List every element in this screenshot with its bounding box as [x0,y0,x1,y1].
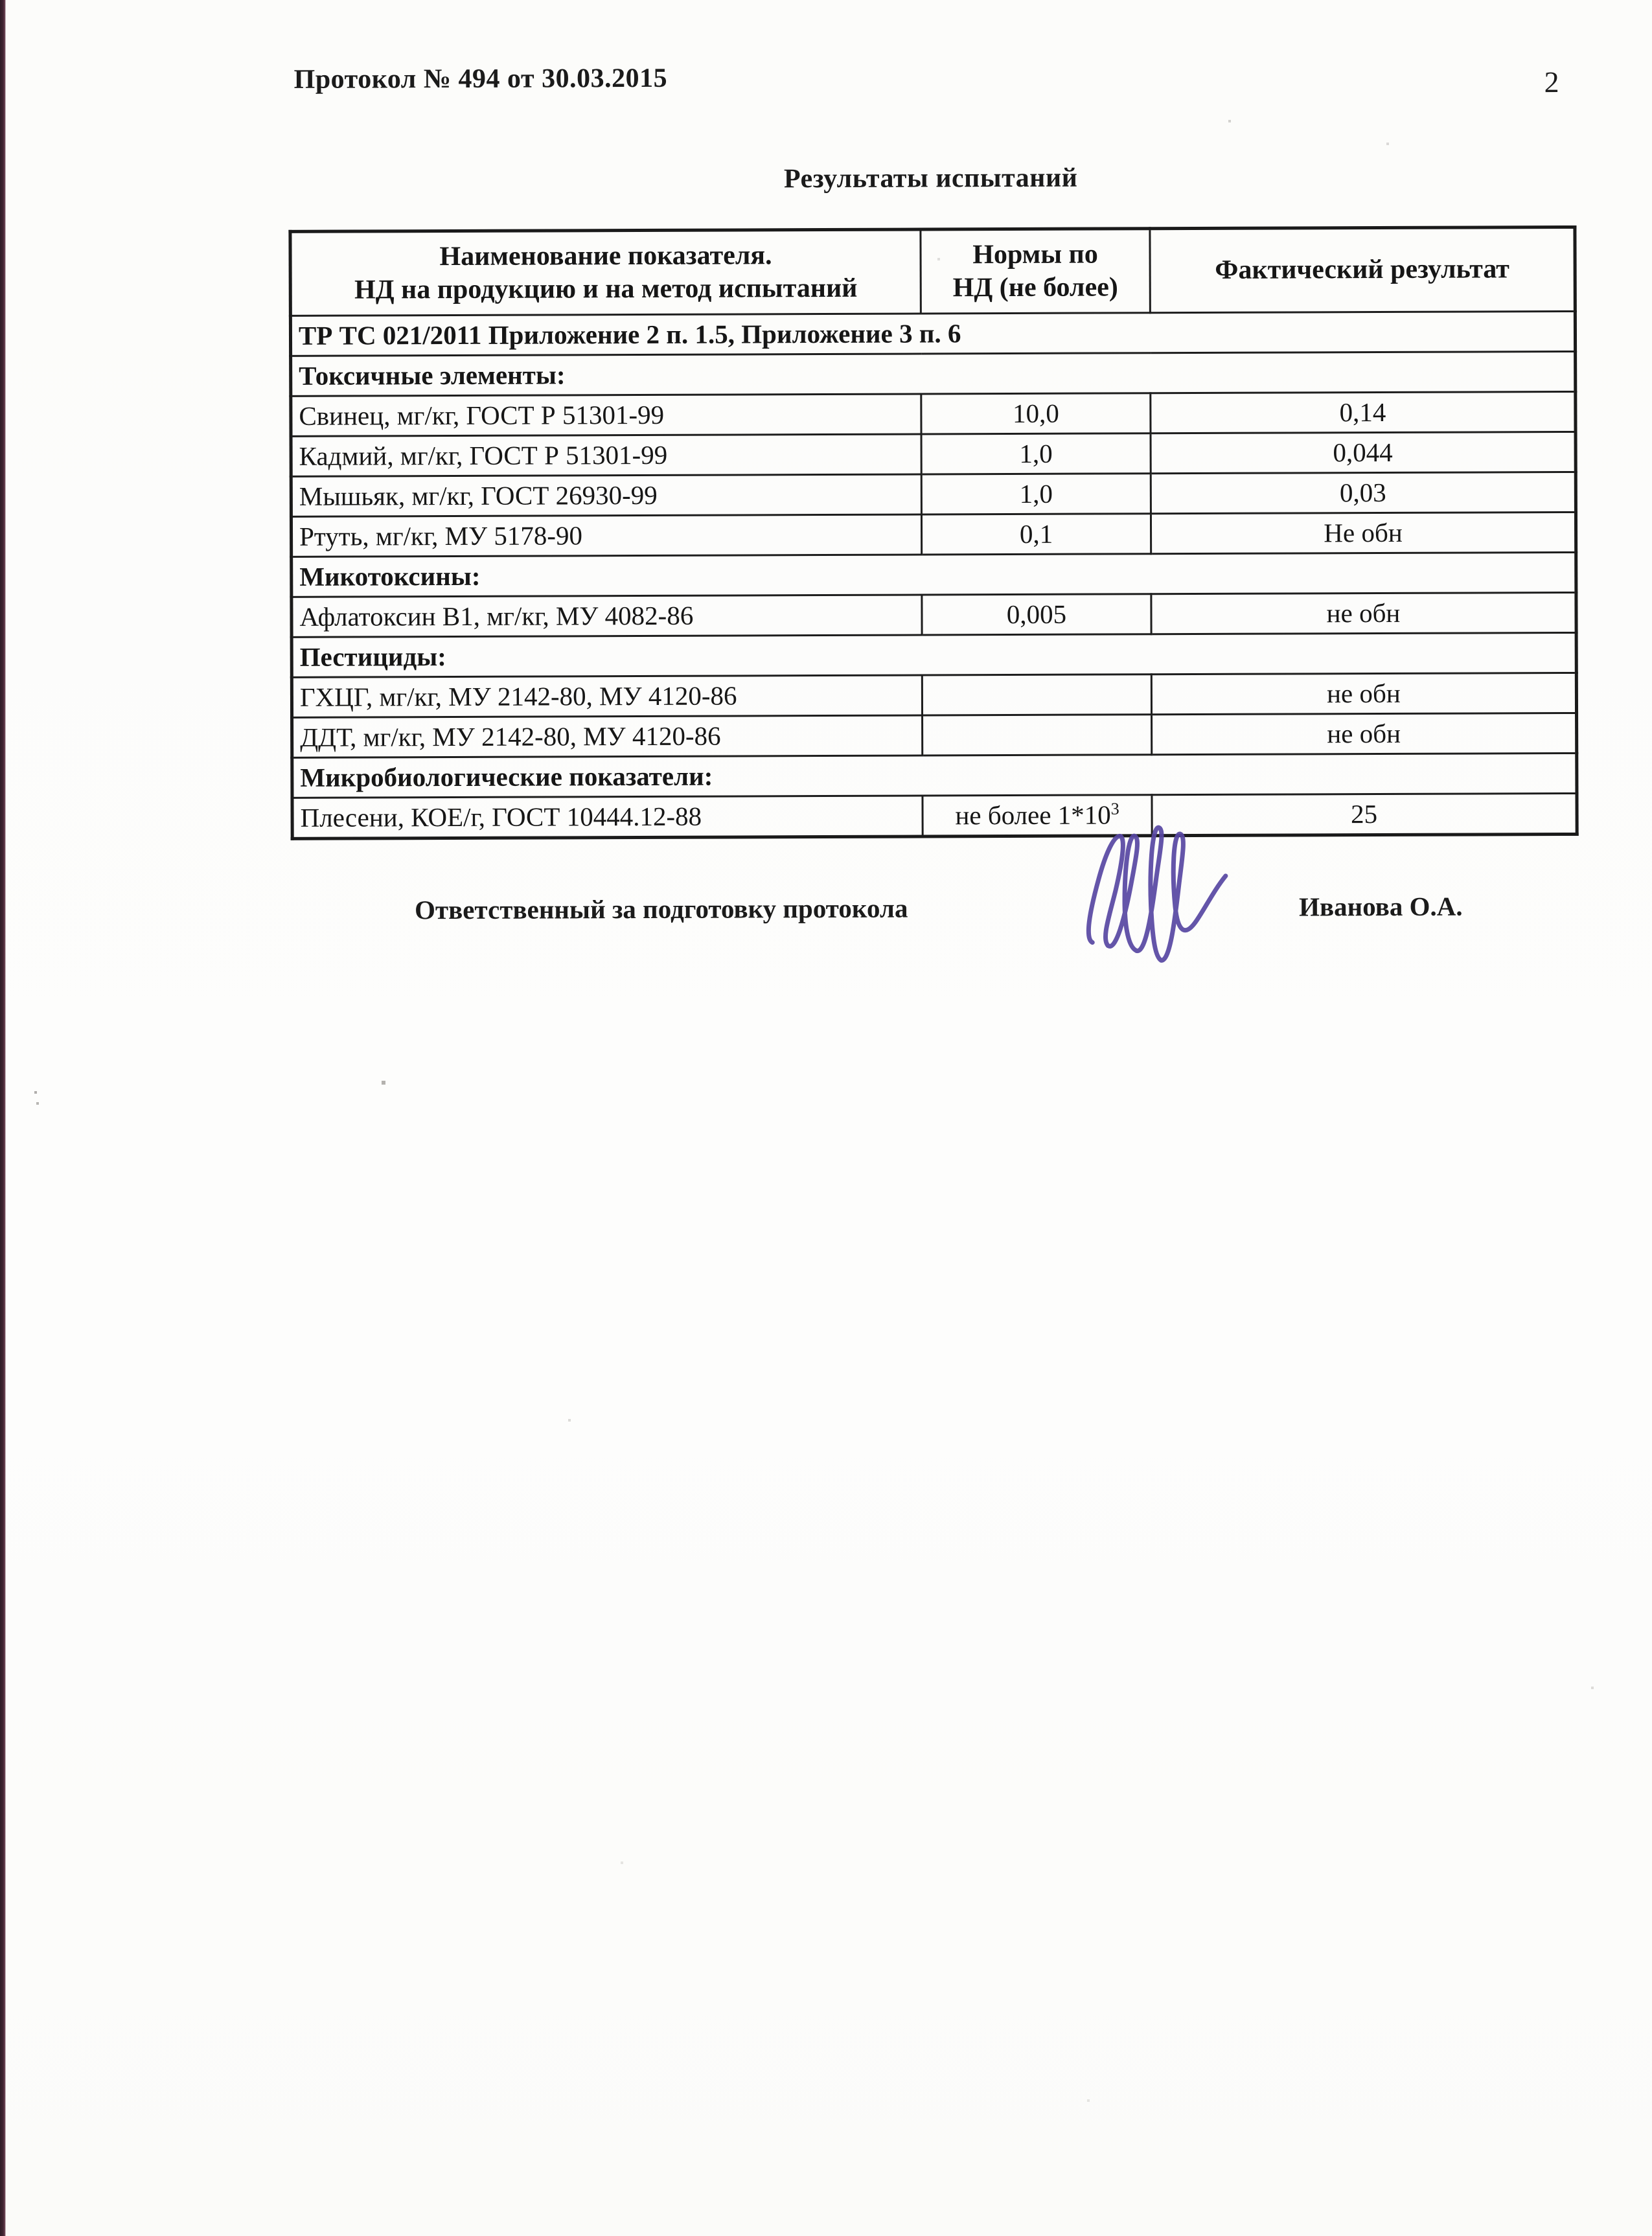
norm-exponent: 3 [1110,800,1119,819]
data-row [291,512,1576,557]
column-header-norm [921,229,1150,314]
result-value-cell: Не обн [1151,512,1576,553]
result-value-cell: 0,044 [1151,432,1576,473]
norm-value-cell: 1,0 [921,474,1151,514]
section-row [292,552,1576,597]
header-line: Наименование показателя. [439,240,772,271]
indicator-name-cell: Афлатоксин В1, мг/кг, МУ 4082-86 [292,595,922,637]
norm-header-lines [926,238,1143,305]
data-row [292,713,1577,757]
header-line: Нормы по [972,239,1098,270]
norm-value-cell [923,715,1152,755]
section-row [290,311,1575,356]
header-row [290,227,1575,316]
section-row [292,632,1576,677]
result-value-cell: 0,03 [1151,472,1576,513]
results-title: Результаты испытаний [783,163,1078,194]
norm-value: не более 1*10 [955,800,1111,831]
signature-label: Ответственный за подготовку протокола [414,893,908,925]
signature-stroke [1161,834,1226,960]
result-value-cell: 0,14 [1151,391,1576,433]
page-number: 2 [1544,65,1559,99]
indicator-name-cell: Свинец, мг/кг, ГОСТ Р 51301-99 [291,394,921,436]
section-label: Токсичные элементы: [291,351,1576,396]
data-row [292,673,1576,717]
indicator-header-lines [297,238,914,307]
section-label: ТР ТС 021/2011 Приложение 2 п. 1.5, Приложение 3 п. 6 [290,311,1575,356]
result-value-cell: не обн [1151,673,1576,714]
result-value-cell: 25 [1152,793,1577,835]
indicator-name-cell: ГХЦГ, мг/кг, МУ 2142-80, МУ 4120-86 [292,675,922,717]
data-row [292,793,1577,838]
norm-value-cell: 1,0 [921,433,1151,474]
signature-name: Иванова О.А. [1298,891,1463,922]
handwritten-signature [1068,814,1243,973]
section-row [292,753,1577,798]
protocol-header: Протокол № 494 от 30.03.2015 [293,63,668,95]
results-table-body [290,311,1577,838]
indicator-name-cell: Плесени, КОЕ/г, ГОСТ 10444.12-88 [292,796,923,838]
norm-value-cell: 0,1 [921,514,1151,555]
column-header-indicator [290,229,921,316]
section-label: Микотоксины: [292,552,1576,597]
result-value-cell: не обн [1151,592,1576,634]
section-label: Микробиологические показатели: [292,753,1577,798]
results-table-wrap [288,225,1578,840]
result-value-cell: не обн [1152,713,1577,754]
data-row [292,592,1576,637]
norm-value-cell: 10,0 [921,393,1151,434]
norm-value-cell [922,674,1151,715]
section-label: Пестициды: [292,632,1576,677]
indicator-name-cell: Кадмий, мг/кг, ГОСТ Р 51301-99 [291,434,921,476]
indicator-name-cell: Ртуть, мг/кг, МУ 5178-90 [291,514,921,557]
section-row [291,351,1576,396]
header-line: НД (не более) [952,272,1118,303]
header-line: НД на продукцию и на метод испытаний [354,273,858,305]
results-table-head [290,227,1575,316]
data-row [291,391,1576,436]
column-header-result: Фактический результат [1150,227,1575,312]
data-row [291,472,1576,516]
norm-value-cell: 0,005 [922,594,1151,635]
indicator-name-cell: ДДТ, мг/кг, МУ 2142-80, МУ 4120-86 [292,715,923,757]
data-row [291,432,1576,476]
results-table [288,225,1578,840]
signature-stroke [1136,827,1162,960]
indicator-name-cell: Мышьяк, мг/кг, ГОСТ 26930-99 [291,474,921,516]
